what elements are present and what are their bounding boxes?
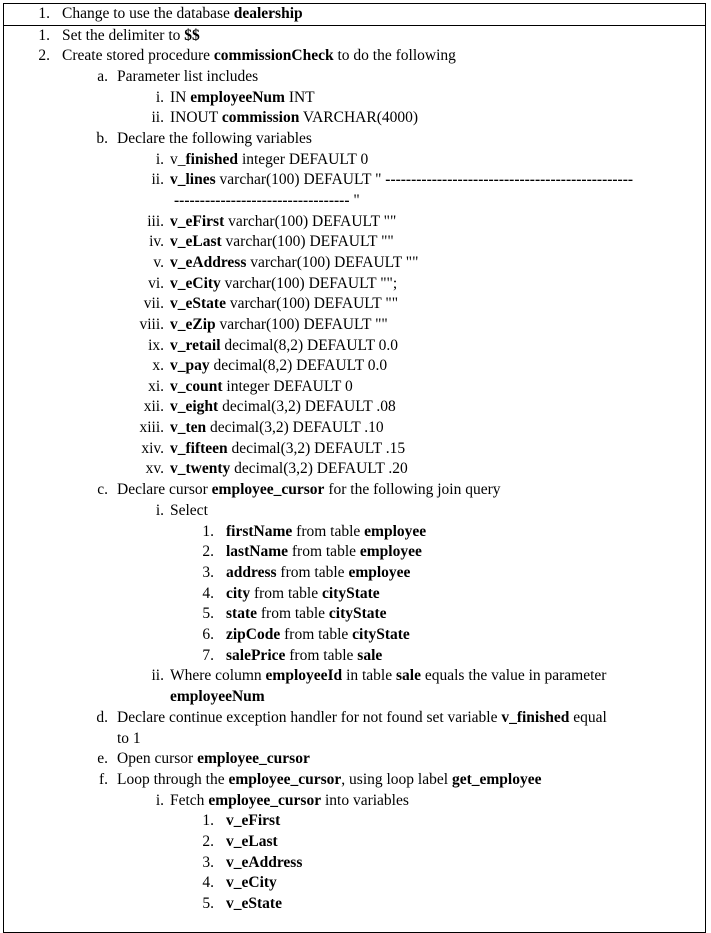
text-segment: varchar(100) DEFAULT "": [215, 316, 388, 333]
text-segment: Parameter list includes: [117, 68, 259, 85]
item-number: x.: [152, 357, 164, 374]
bold-term: salePrice: [226, 647, 286, 664]
bold-term: commissionCheck: [213, 47, 334, 64]
bold-term: employeeNum: [190, 89, 285, 106]
item-text: [62, 26, 200, 46]
text-segment: decimal(3,2) DEFAULT .20: [230, 460, 408, 477]
bold-term: city: [226, 585, 251, 602]
bold-term: v_fifteen: [170, 440, 228, 457]
bold-term: sale: [357, 647, 383, 664]
item-text: [170, 88, 315, 108]
bold-term: get_employee: [451, 771, 542, 788]
bold-term: v_eState: [226, 895, 282, 912]
item-number: f.: [98, 771, 108, 788]
text-segment: Where column: [170, 667, 266, 684]
item-text: [170, 459, 408, 479]
bold-term: cityState: [322, 585, 380, 602]
text-segment: for the following join query: [324, 481, 501, 498]
text-segment: INOUT: [170, 109, 222, 126]
text-segment: equal: [569, 709, 607, 726]
bold-term: ----------------------------------: [174, 192, 350, 209]
text-segment: Select: [170, 502, 208, 519]
bold-term: v_pay: [170, 357, 210, 374]
text-segment: from table: [276, 564, 349, 581]
bold-term: ------------------------------------------------: [385, 171, 634, 188]
item-number: 7.: [202, 647, 214, 664]
item-number: 1.: [202, 523, 214, 540]
bold-term: v_finished: [501, 709, 570, 726]
item-text: [170, 212, 396, 232]
bold-term: v_eLast: [226, 833, 278, 850]
bold-term: v_eAddress: [226, 854, 303, 871]
text-segment: from table: [280, 626, 353, 643]
item-text: [170, 501, 208, 521]
text-segment: into variables: [321, 792, 409, 809]
bold-term: v_twenty: [170, 460, 231, 477]
bold-term: employee_cursor: [208, 792, 322, 809]
text-segment: from table: [292, 523, 365, 540]
bold-term: lastName: [226, 543, 288, 560]
bold-term: v_eLast: [170, 233, 222, 250]
item-text: [117, 729, 141, 749]
item-text: [174, 191, 360, 211]
item-number: 4.: [202, 874, 214, 891]
item-number: xiii.: [139, 419, 164, 436]
item-text: [117, 770, 541, 790]
item-number: iv.: [149, 233, 164, 250]
text-segment: Declare the following variables: [117, 130, 312, 147]
text-segment: varchar(100) DEFAULT "";: [220, 275, 398, 292]
bold-term: v_count: [170, 378, 223, 395]
item-text: [226, 584, 380, 604]
item-text: [170, 687, 265, 707]
item-text: [170, 170, 633, 190]
bold-term: employee_cursor: [211, 481, 325, 498]
bold-term: firstName: [226, 523, 293, 540]
item-number: vii.: [143, 295, 164, 312]
bold-term: address: [226, 564, 277, 581]
item-number: 2.: [38, 47, 50, 64]
text-segment: varchar(100) DEFAULT "": [246, 254, 419, 271]
text-segment: from table: [285, 647, 358, 664]
item-text: [170, 666, 606, 686]
item-number: 5.: [202, 895, 214, 912]
bold-term: employee: [359, 543, 422, 560]
bold-term: zipCode: [226, 626, 281, 643]
item-text: [226, 894, 282, 914]
item-text: [170, 274, 397, 294]
text-segment: decimal(3,2) DEFAULT .15: [227, 440, 406, 457]
item-number: 1.: [202, 812, 214, 829]
item-text: [170, 150, 368, 170]
item-text: [226, 811, 280, 831]
bold-term: $$: [184, 27, 200, 44]
item-text: [226, 646, 382, 666]
item-number: i.: [155, 151, 164, 168]
item-text: [170, 377, 353, 397]
bold-term: employee: [364, 523, 427, 540]
item-number: ii.: [151, 667, 164, 684]
bold-term: v_eAddress: [170, 254, 247, 271]
bold-term: v_eState: [170, 295, 226, 312]
item-text: [170, 336, 398, 356]
item-text: [117, 749, 310, 769]
item-text: [226, 853, 302, 873]
text-segment: Open cursor: [117, 750, 198, 767]
item-number: i.: [155, 792, 164, 809]
item-number: a.: [97, 68, 108, 85]
bold-term: v_eFirst: [170, 213, 225, 230]
text-segment: decimal(8,2) DEFAULT 0.0: [209, 357, 388, 374]
item-number: 4.: [202, 585, 214, 602]
item-text: [226, 522, 426, 542]
item-number: 3.: [202, 564, 214, 581]
text-segment: Declare cursor: [117, 481, 212, 498]
item-number: 6.: [202, 626, 214, 643]
text-segment: to do the following: [333, 47, 456, 64]
item-text: [117, 708, 607, 728]
item-text: [226, 604, 387, 624]
text-segment: VARCHAR(4000): [299, 109, 419, 126]
text-segment: varchar(100) DEFAULT "": [224, 213, 397, 230]
text-segment: in table: [342, 667, 396, 684]
item-number: ix.: [148, 337, 164, 354]
bold-term: v_eFirst: [226, 812, 281, 829]
instruction-table: [3, 3, 706, 933]
item-text: [170, 397, 396, 417]
bold-term: v_eight: [170, 398, 219, 415]
item-number: 3.: [202, 854, 214, 871]
item-number: xv.: [145, 460, 164, 477]
item-text: [170, 253, 418, 273]
item-number: v.: [153, 254, 164, 271]
text-segment: IN: [170, 89, 191, 106]
bold-term: v_lines: [170, 171, 216, 188]
bold-term: v_eCity: [226, 874, 277, 891]
bold-term: employee: [348, 564, 411, 581]
text-segment: from table: [257, 605, 329, 622]
item-number: xii.: [143, 398, 164, 415]
item-number: viii.: [139, 316, 164, 333]
text-segment: integer DEFAULT 0: [222, 378, 353, 395]
text-segment: decimal(3,2) DEFAULT .08: [218, 398, 396, 415]
text-segment: Create stored procedure: [62, 47, 214, 64]
item-number: d.: [96, 709, 108, 726]
text-segment: varchar(100) DEFAULT "": [221, 233, 394, 250]
bold-term: employee_cursor: [197, 750, 310, 767]
item-text: [117, 129, 312, 149]
item-number: e.: [97, 750, 108, 767]
text-segment: , using loop label: [341, 771, 452, 788]
item-text: [170, 791, 409, 811]
text-segment: Declare continue exception handler for not found set variable: [117, 709, 502, 726]
item-number: b.: [96, 130, 108, 147]
item-text: [170, 294, 398, 314]
item-number: 2.: [202, 833, 214, 850]
item-text: [170, 356, 387, 376]
text-segment: INT: [284, 89, 315, 106]
text-segment: from table: [250, 585, 322, 602]
item-text: [226, 625, 410, 645]
item-number: c.: [97, 481, 108, 498]
bold-term: v_retail: [170, 337, 221, 354]
item-number: i.: [155, 89, 164, 106]
item-text: [117, 67, 258, 87]
item-text: [226, 563, 410, 583]
text-segment: decimal(8,2) DEFAULT 0.0: [220, 337, 399, 354]
text-segment: Fetch: [170, 792, 209, 809]
bold-term: v_eCity: [170, 275, 221, 292]
text-segment: Loop through the: [117, 771, 229, 788]
item-number: xi.: [148, 378, 164, 395]
item-number: i.: [155, 502, 164, 519]
bold-term: state: [226, 605, 257, 622]
item-text: [170, 315, 388, 335]
item-text: [117, 480, 501, 500]
item-number: ii.: [151, 171, 164, 188]
item-text: [226, 542, 422, 562]
item-text: [226, 873, 277, 893]
bold-term: v_ten: [170, 419, 207, 436]
text-segment: integer DEFAULT 0: [238, 151, 369, 168]
item-text: [170, 108, 418, 128]
text-segment: Set the delimiter to: [62, 27, 185, 44]
item-number: 5.: [202, 605, 214, 622]
item-text: [170, 439, 405, 459]
bold-term: finished: [185, 151, 239, 168]
text-segment: varchar(100) DEFAULT ": [215, 171, 386, 188]
text-segment: equals the value in parameter: [420, 667, 607, 684]
bold-term: cityState: [352, 626, 410, 643]
item-number: 1.: [38, 27, 50, 44]
bold-term: cityState: [328, 605, 387, 622]
text-segment: ": [349, 192, 360, 209]
text-segment: decimal(3,2) DEFAULT .10: [206, 419, 384, 436]
bold-term: employee_cursor: [228, 771, 342, 788]
item-text: [170, 418, 384, 438]
bold-term: v_eZip: [170, 316, 216, 333]
item-text: [170, 232, 394, 252]
bold-term: employeeId: [265, 667, 343, 684]
item-number: 2.: [202, 543, 214, 560]
bold-term: commission: [221, 109, 300, 126]
text-segment: to 1: [117, 730, 141, 747]
item-number: ii.: [151, 109, 164, 126]
item-text: [62, 46, 456, 66]
header-number: 1.: [38, 5, 50, 22]
bold-term: sale: [396, 667, 421, 684]
item-text: [226, 832, 278, 852]
item-number: xiv.: [141, 440, 164, 457]
text-segment: varchar(100) DEFAULT "": [225, 295, 399, 312]
text-segment: v_: [170, 151, 186, 168]
text-segment: from table: [288, 543, 360, 560]
header-text: Change to use the database dealership: [62, 5, 303, 22]
item-number: vi.: [148, 275, 164, 292]
bold-term: employeeNum: [170, 688, 265, 705]
item-number: iii.: [147, 213, 164, 230]
